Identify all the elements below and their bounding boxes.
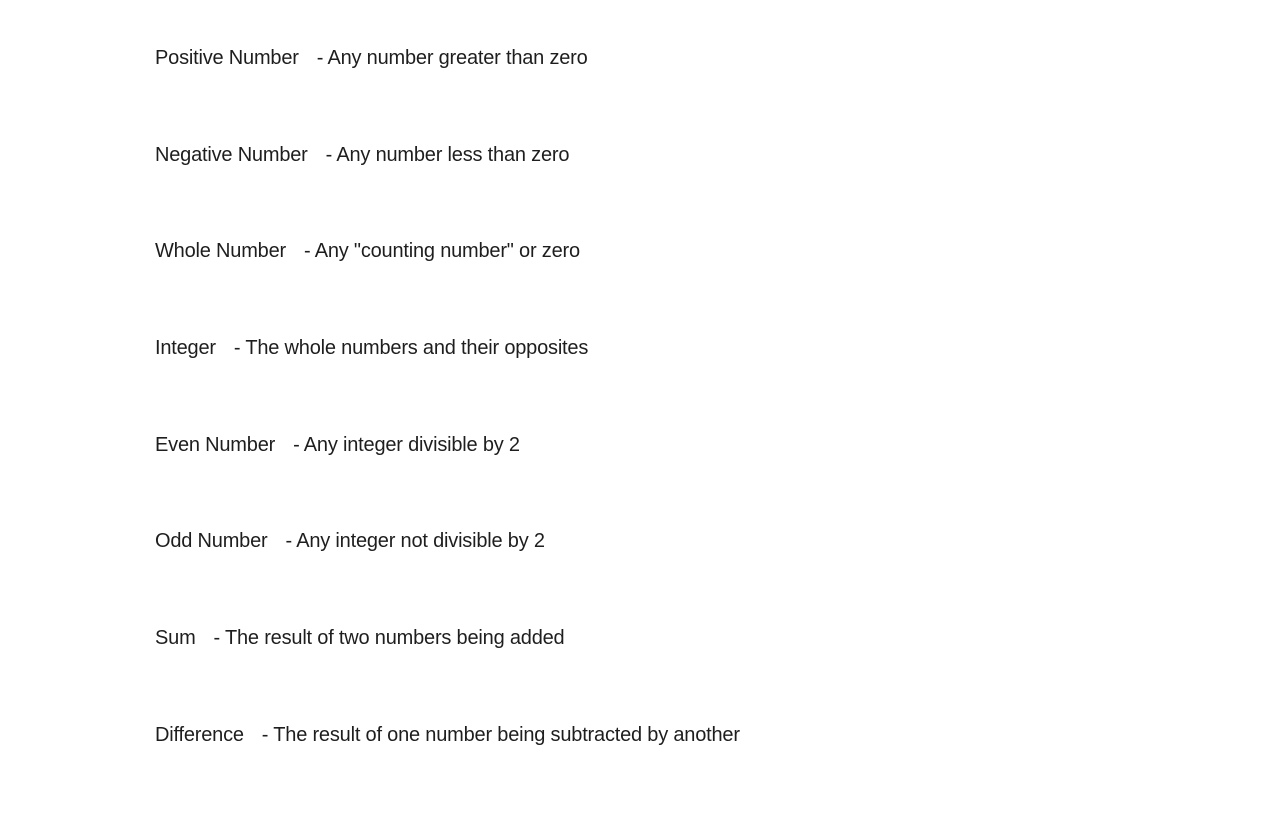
term-name: Negative Number bbox=[155, 143, 308, 166]
term-name: Positive Number bbox=[155, 47, 299, 69]
term-row-sum bbox=[155, 624, 740, 721]
term-definition: - Any integer not divisible by 2 bbox=[285, 530, 545, 553]
term-name: Difference bbox=[155, 723, 244, 746]
term-definition: - The result of one number being subtracted by another bbox=[261, 723, 740, 746]
term-definition: - Any number less than zero bbox=[325, 143, 570, 166]
vocabulary-list bbox=[155, 44, 740, 818]
term-name: Even Number bbox=[155, 433, 276, 456]
term-definition: - Any integer divisible by 2 bbox=[293, 433, 520, 456]
term-row-even-number bbox=[155, 431, 740, 528]
term-row-whole-number bbox=[155, 237, 740, 334]
term-definition: - Any "counting number" or zero bbox=[303, 240, 580, 263]
term-row-difference bbox=[155, 721, 740, 818]
term-row-negative-number bbox=[155, 141, 740, 238]
term-row-odd-number bbox=[155, 527, 740, 624]
term-name: Sum bbox=[155, 627, 196, 650]
term-row-positive-number bbox=[155, 44, 740, 141]
term-definition: - Any number greater than zero bbox=[316, 47, 588, 69]
term-name: Odd Number bbox=[155, 530, 268, 553]
term-row-integer bbox=[155, 334, 740, 431]
term-definition: - The whole numbers and their opposites bbox=[233, 337, 589, 360]
term-name: Integer bbox=[155, 337, 216, 360]
term-definition: - The result of two numbers being added bbox=[213, 627, 565, 650]
term-name: Whole Number bbox=[155, 240, 286, 263]
